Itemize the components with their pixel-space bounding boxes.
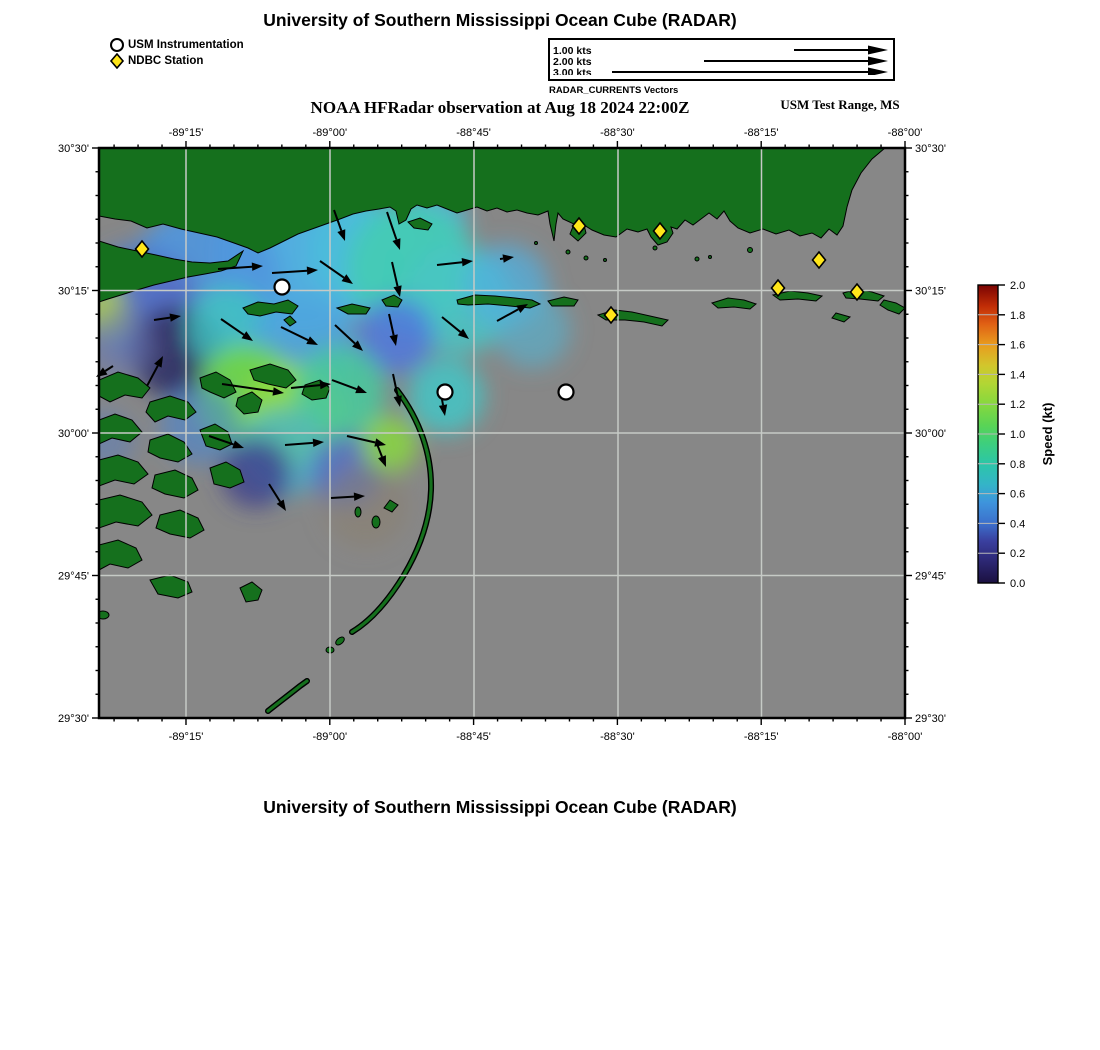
current-vector-shaft bbox=[331, 497, 354, 498]
usm-circle-icon bbox=[108, 37, 126, 53]
ndbc-diamond-icon bbox=[108, 53, 126, 69]
legend-label-ndbc: NDBC Station bbox=[128, 55, 204, 67]
speed-field-blob bbox=[85, 310, 155, 380]
colorbar-tick-label: 1.2 bbox=[1010, 399, 1026, 412]
y-tick-label: 30°30' bbox=[58, 143, 89, 155]
legend-label-usm: USM Instrumentation bbox=[128, 39, 244, 51]
islet-dot bbox=[653, 246, 657, 250]
map-legend bbox=[108, 37, 244, 69]
colorbar-tick-label: 1.4 bbox=[1010, 369, 1026, 382]
x-tick-label: -88°30' bbox=[600, 127, 635, 139]
footer-title: University of Southern Mississippi Ocean Cube (RADAR) bbox=[263, 797, 737, 817]
current-vector-head bbox=[868, 68, 888, 76]
y-tick-label: 29°45' bbox=[58, 570, 89, 583]
vector-scale-svg bbox=[550, 40, 889, 75]
colorbar-tick-label: 0.0 bbox=[1010, 578, 1026, 590]
x-tick-label: -88°15' bbox=[743, 127, 779, 139]
x-tick-label: -89°15' bbox=[168, 731, 204, 743]
colorbar-tick-label: 0.8 bbox=[1010, 458, 1026, 471]
islet-dot bbox=[709, 256, 712, 259]
current-vector-head bbox=[868, 57, 888, 66]
colorbar-tick-label: 1.6 bbox=[1010, 339, 1026, 352]
y-tick-label: 30°00' bbox=[915, 428, 946, 440]
x-tick-label: -89°00' bbox=[312, 731, 348, 743]
arc-islet bbox=[355, 507, 361, 517]
y-tick-label: 30°00' bbox=[58, 428, 89, 440]
figure-title: University of Southern Mississippi Ocean Cube (RADAR) bbox=[263, 10, 737, 30]
y-tick-label: 29°30' bbox=[58, 713, 89, 725]
y-tick-label: 30°30' bbox=[915, 143, 946, 155]
vector-scale-label: 3.00 kts bbox=[553, 67, 592, 75]
x-tick-label: -88°30' bbox=[600, 731, 635, 743]
islet-dot bbox=[535, 242, 538, 245]
colorbar-tick-label: 1.8 bbox=[1010, 309, 1026, 322]
vector-scale-label: 1.00 kts bbox=[553, 45, 592, 57]
islet-dot bbox=[584, 256, 588, 260]
vector-scale-label: 2.00 kts bbox=[553, 56, 592, 68]
vector-scale-box bbox=[548, 38, 895, 81]
colorbar-tick-label: 0.2 bbox=[1010, 548, 1026, 561]
x-tick-label: -88°45' bbox=[456, 127, 491, 139]
colorbar-tick-label: 2.0 bbox=[1010, 280, 1026, 292]
colorbar-tick-label: 0.4 bbox=[1010, 518, 1026, 531]
observation-subtitle: NOAA HFRadar observation at Aug 18 2024 22:00Z bbox=[310, 98, 690, 117]
legend-row-usm bbox=[108, 37, 244, 53]
islet-dot bbox=[604, 259, 607, 262]
current-vector-head bbox=[868, 46, 888, 55]
y-tick-label: 29°30' bbox=[915, 713, 946, 725]
x-tick-label: -89°00' bbox=[312, 127, 348, 139]
x-tick-label: -88°15' bbox=[743, 731, 779, 743]
islet-dot bbox=[748, 248, 753, 253]
colorbar-tick-label: 0.6 bbox=[1010, 488, 1026, 501]
range-label: USM Test Range, MS bbox=[780, 97, 900, 112]
islet-dot bbox=[695, 257, 699, 261]
arc-islet bbox=[372, 516, 380, 528]
islet-dot bbox=[566, 250, 570, 254]
x-tick-label: -88°00' bbox=[887, 127, 923, 139]
colorbar-label: Speed (kt) bbox=[1040, 402, 1055, 466]
legend-row-ndbc bbox=[108, 53, 244, 69]
usm-station-marker bbox=[559, 385, 574, 400]
y-tick-label: 29°45' bbox=[915, 570, 946, 583]
usm-station-marker bbox=[438, 385, 453, 400]
y-tick-label: 30°15' bbox=[58, 285, 89, 298]
y-tick-label: 30°15' bbox=[915, 285, 946, 298]
speed-field-blob bbox=[362, 416, 418, 472]
x-tick-label: -88°00' bbox=[887, 731, 923, 743]
vector-scale-caption: RADAR_CURRENTS Vectors bbox=[549, 85, 679, 96]
x-tick-label: -89°15' bbox=[168, 127, 204, 139]
colorbar-tick-label: 1.0 bbox=[1010, 429, 1026, 441]
x-tick-label: -88°45' bbox=[456, 731, 491, 743]
usm-station-marker bbox=[275, 280, 290, 295]
colorbar bbox=[978, 280, 1055, 590]
